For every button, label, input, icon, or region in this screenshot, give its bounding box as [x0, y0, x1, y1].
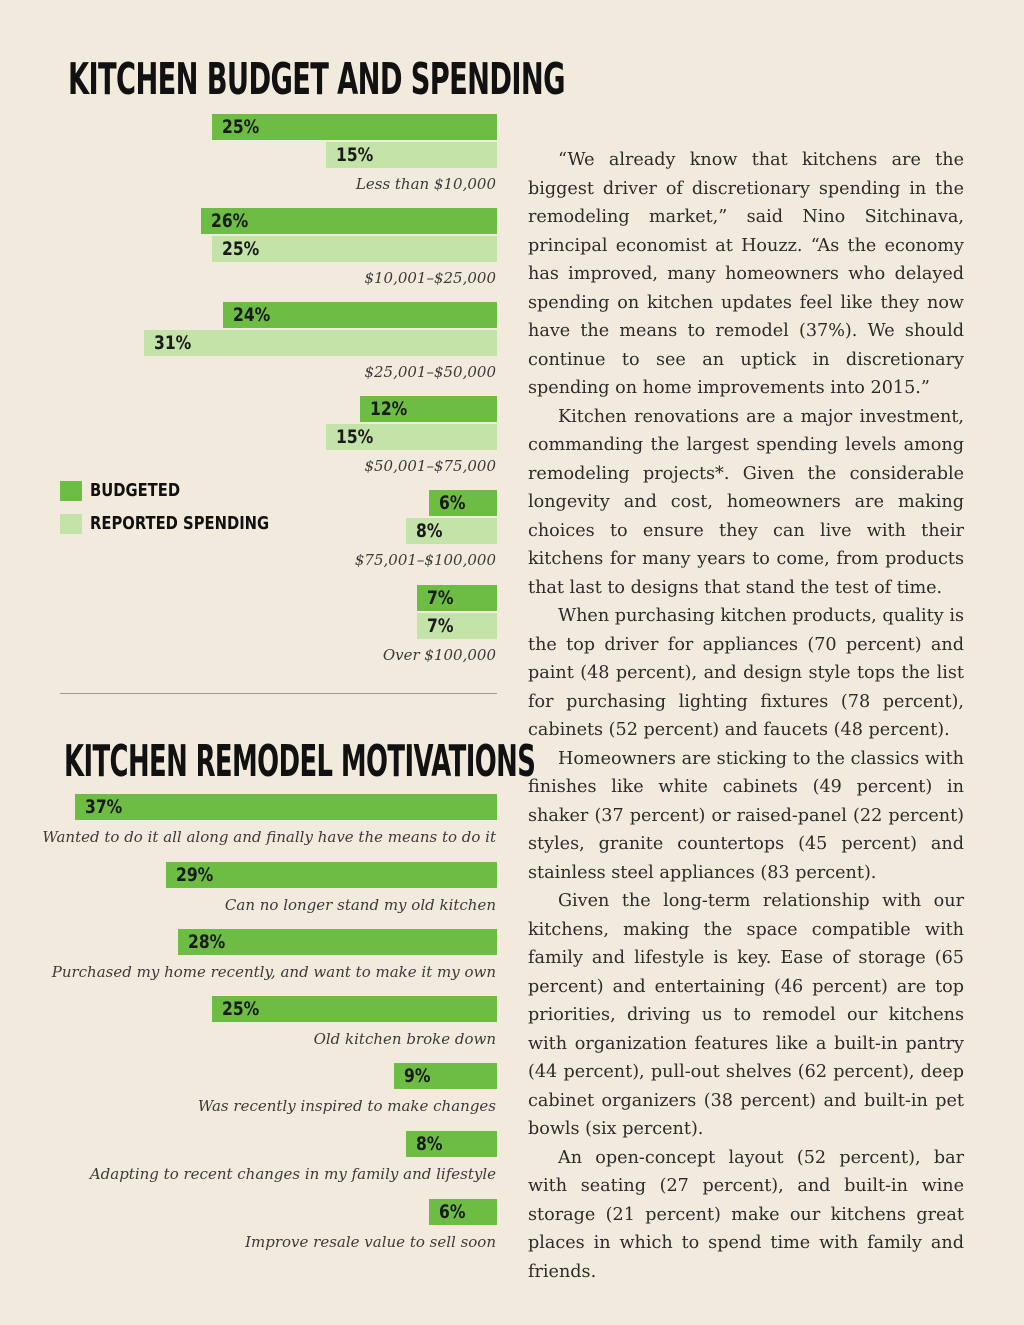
- budget-chart-title: KITCHEN BUDGET AND SPENDING: [68, 54, 565, 105]
- motivation-bar: [212, 996, 497, 1022]
- article-paragraph: Given the long-term relationship with our kitchens, making the space compatible with family and lifestyle is key. Ease of storage (65 percent) and entertaining (46 percent) are top priorities, driving us to remodel our kitchens with organization features like a built-in pantry (44 percent), pull-out shelves (62 percent), deep cabinet organizers (38 percent) and built-in pet bowls (six percent).: [528, 891, 964, 1139]
- bar-value-label: 6%: [438, 492, 466, 514]
- budgeted-bar: [201, 208, 497, 234]
- motivation-bar: [394, 1063, 497, 1089]
- category-label: Was recently inspired to make changes: [197, 1097, 496, 1115]
- article-paragraph: Kitchen renovations are a major investment, commanding the largest spending levels among remodeling projects*. Given the considerable longevity and cost, homeowners are making choices to ensure they can live with their kitchens for many years to come, from products that last to designs that stand the test of time.: [528, 406, 964, 598]
- bar-value-label: 31%: [153, 332, 191, 354]
- budgeted-bar: [429, 490, 497, 516]
- motivation-bar: [429, 1199, 497, 1225]
- category-label: Can no longer stand my old kitchen: [224, 896, 496, 914]
- bar-value-label: 25%: [222, 116, 260, 138]
- reported-bar: [406, 518, 497, 544]
- category-label: Adapting to recent changes in my family and lifestyle: [89, 1165, 496, 1183]
- bar-value-label: 25%: [222, 998, 260, 1020]
- reported-bar: [212, 236, 497, 262]
- category-label: $50,001–$75,000: [364, 457, 496, 475]
- budgeted-bar: [417, 585, 497, 611]
- bar-value-label: 7%: [427, 587, 454, 609]
- article-paragraph: When purchasing kitchen products, quality is the top driver for appliances (70 percent) and paint (48 percent), and design style tops the list for purchasing lighting fixtures (78 percent), cabinets (52 percent) and faucets (48 percent).: [528, 606, 964, 740]
- category-label: Wanted to do it all along and finally have the means to do it: [42, 828, 496, 846]
- motivation-bar: [166, 862, 497, 888]
- bar-value-label: 6%: [438, 1201, 466, 1223]
- category-label: Improve resale value to sell soon: [245, 1233, 496, 1251]
- category-label: Over $100,000: [382, 646, 496, 664]
- bar-value-label: 29%: [176, 864, 214, 886]
- article-body: [528, 146, 964, 1286]
- legend-label-reported: REPORTED SPENDING: [90, 513, 270, 534]
- reported-bar: [144, 330, 497, 356]
- budgeted-bar: [223, 302, 497, 328]
- category-label: $25,001–$50,000: [364, 363, 496, 381]
- bar-value-label: 15%: [336, 426, 374, 448]
- category-label: Purchased my home recently, and want to make it my own: [51, 963, 496, 981]
- bar-value-label: 8%: [415, 1133, 443, 1155]
- reported-bar: [326, 142, 497, 168]
- motivation-bar: [406, 1131, 497, 1157]
- budgeted-bar: [212, 114, 497, 140]
- motivation-chart-title: KITCHEN REMODEL MOTIVATIONS: [64, 736, 536, 787]
- article-paragraph: “We already know that kitchens are the biggest driver of discretionary spending in the remodeling market,” said Nino Sitchinava, principal economist at Houzz. “As the economy has improved, many homeowners who delayed spending on kitchen updates feel like they now have the means to remodel (37%). We should continue to see an uptick in discretionary spending on home improvements into 2015.”: [528, 150, 964, 398]
- budgeted-bar: [360, 396, 497, 422]
- bar-value-label: 7%: [427, 615, 454, 637]
- bar-value-label: 12%: [370, 398, 408, 420]
- bar-value-label: 26%: [210, 210, 248, 232]
- motivation-bar: [178, 929, 497, 955]
- motivation-bar: [75, 794, 497, 820]
- bar-value-label: 9%: [404, 1065, 431, 1087]
- reported-bar: [326, 424, 497, 450]
- category-label: $10,001–$25,000: [364, 269, 496, 287]
- category-label: Less than $10,000: [355, 175, 496, 193]
- section-divider: [60, 693, 497, 694]
- legend-swatch-budgeted: [60, 481, 82, 501]
- category-label: Old kitchen broke down: [313, 1030, 496, 1048]
- bar-value-label: 28%: [187, 931, 226, 953]
- reported-bar: [417, 613, 497, 639]
- bar-value-label: 25%: [222, 238, 260, 260]
- bar-value-label: 8%: [415, 520, 443, 542]
- bar-value-label: 15%: [336, 144, 374, 166]
- article-paragraph: Homeowners are sticking to the classics with finishes like white cabinets (49 percent) in shaker (37 percent) or raised-panel (22 percent) styles, granite countertops (45 percent) and stainless steel appliances (83 percent).: [528, 748, 964, 883]
- article-paragraph: An open-concept layout (52 percent), bar with seating (27 percent), and built-in wine storage (21 percent) make our kitchens great places in which to spend time with family and friends.: [528, 1147, 964, 1282]
- category-label: $75,001–$100,000: [354, 551, 496, 569]
- legend-label-budgeted: BUDGETED: [90, 480, 181, 501]
- bar-value-label: 24%: [233, 304, 271, 326]
- legend-swatch-reported: [60, 514, 82, 534]
- bar-value-label: 37%: [85, 796, 123, 818]
